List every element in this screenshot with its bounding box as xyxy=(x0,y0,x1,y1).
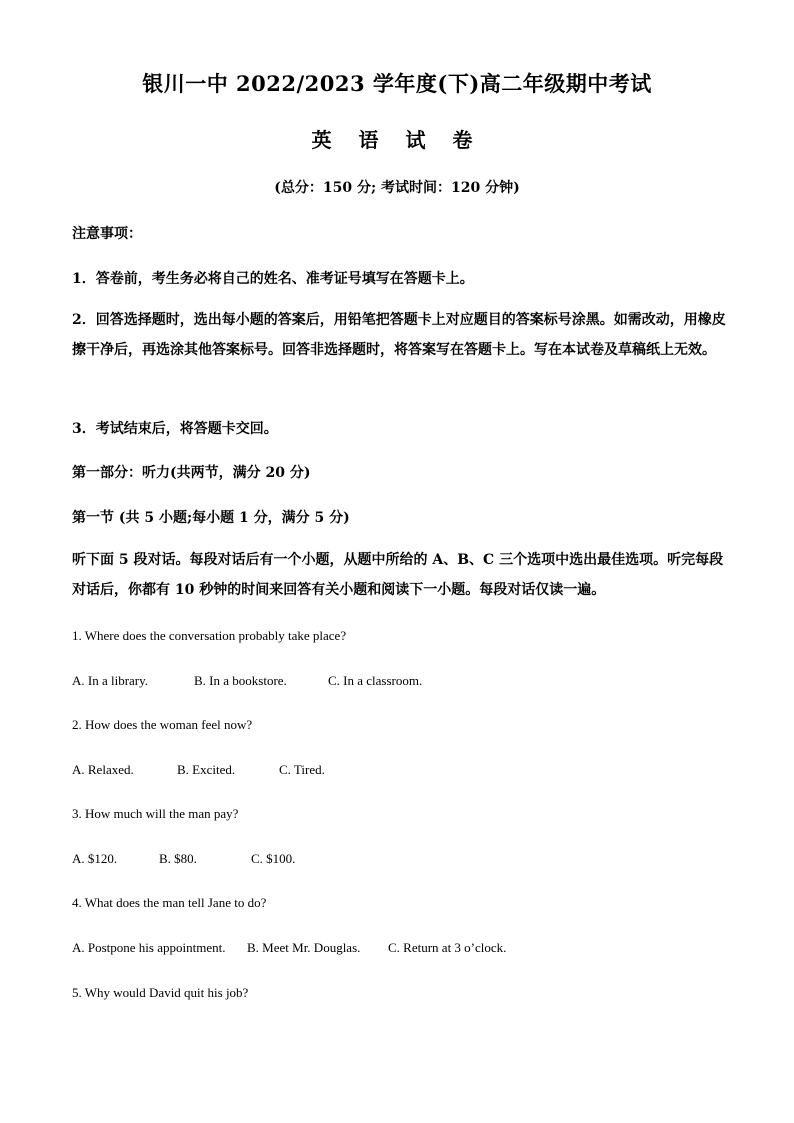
question-4-options xyxy=(72,940,732,956)
question-4: 4. What does the man tell Jane to do? xyxy=(72,895,267,910)
option-c: C. Return at 3 o’clock. xyxy=(388,940,507,955)
option-c: C. $100. xyxy=(251,851,296,866)
option-a: A. $120. xyxy=(72,851,118,866)
option-a: A. Postpone his appointment. xyxy=(72,940,226,955)
listening-instructions: 听下面 5 段对话。每段对话后有一个小题，从题中所给的 A、B、C 三个选项中选出最佳选项。听完每段对话后，你都有 10 秒钟的时间来回答有关小题和阅读下一小题。每段对话仅读一遍。 xyxy=(72,552,724,598)
section-heading: 第一节 (共 5 小题;每小题 1 分，满分 5 分) xyxy=(72,510,350,526)
exam-subtitle: 英 语 试 卷 xyxy=(311,128,483,152)
option-b: B. Excited. xyxy=(177,762,236,777)
option-b: B. $80. xyxy=(159,851,197,866)
question-1-options xyxy=(72,673,732,689)
option-c: C. Tired. xyxy=(279,762,325,777)
notice-item-2: 2．回答选择题时，选出每小题的答案后，用铅笔把答题卡上对应题目的答案标号涂黑。如需改动，用橡皮擦干净后，再选涂其他答案标号。回答非选择题时，将答案写在答题卡上。写在本试卷及草稿纸上无效。 xyxy=(72,312,726,358)
part-heading: 第一部分：听力(共两节，满分 20 分) xyxy=(72,465,311,481)
option-b: B. Meet Mr. Douglas. xyxy=(247,940,361,955)
question-5: 5. Why would David quit his job? xyxy=(72,985,249,1000)
option-c: C. In a classroom. xyxy=(328,673,423,688)
option-b: B. In a bookstore. xyxy=(194,673,287,688)
notice-item-3: 3．考试结束后，将答题卡交回。 xyxy=(72,421,278,437)
question-2: 2. How does the woman feel now? xyxy=(72,717,253,732)
option-a: A. In a library. xyxy=(72,673,149,688)
question-3-options xyxy=(72,851,732,867)
notice-item-1: 1．答卷前，考生务必将自己的姓名、准考证号填写在答题卡上。 xyxy=(72,271,474,287)
notice-heading: 注意事项： xyxy=(72,226,142,242)
option-a: A. Relaxed. xyxy=(72,762,134,777)
question-1: 1. Where does the conversation probably take place? xyxy=(72,628,347,643)
question-3: 3. How much will the man pay? xyxy=(72,806,239,821)
question-2-options xyxy=(72,762,732,778)
exam-title: 银川一中 2022/2023 学年度(下)高二年级期中考试 xyxy=(142,71,652,96)
score-time-info: (总分：150 分; 考试时间：120 分钟) xyxy=(274,180,520,196)
